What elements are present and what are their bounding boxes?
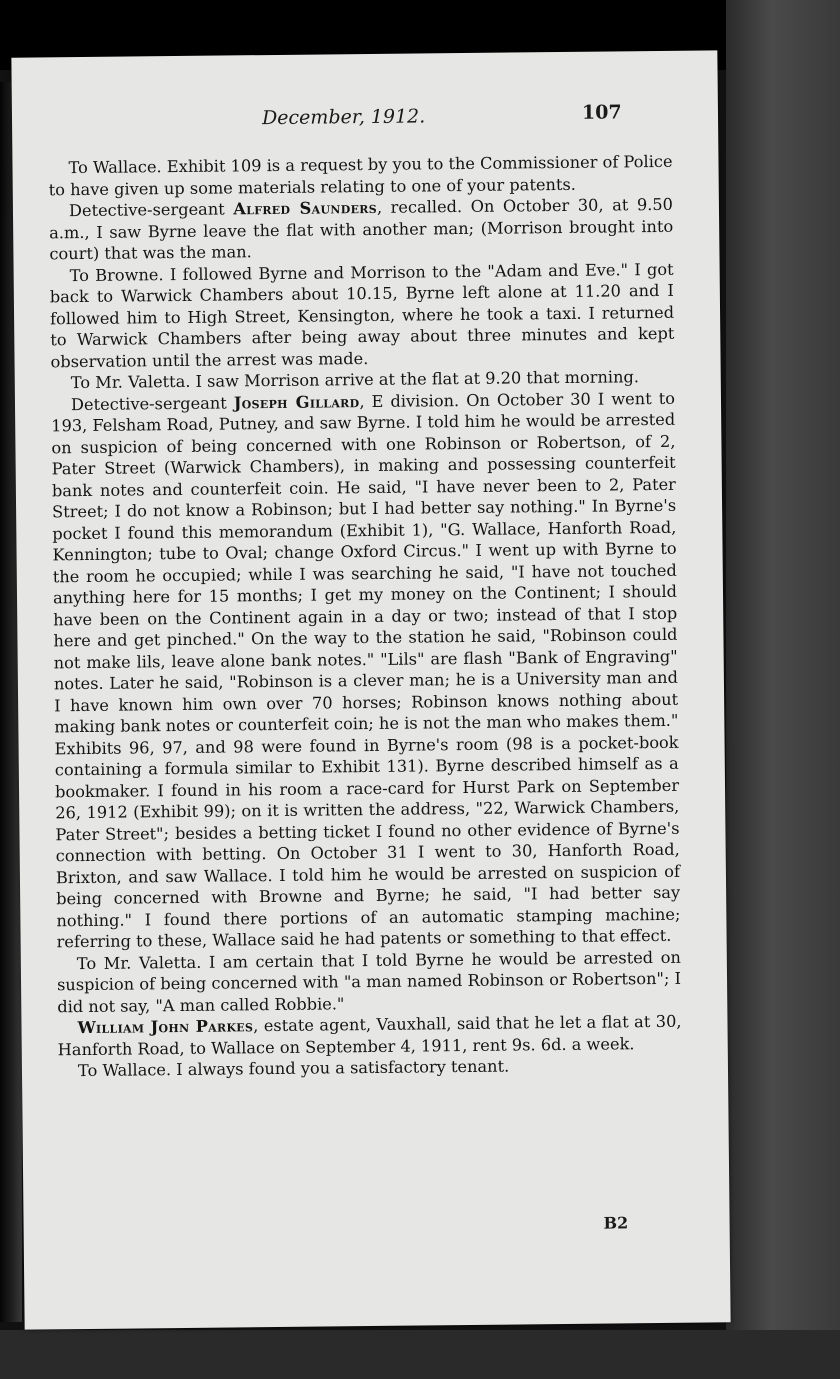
paragraph-to-valetta-2: To Mr. Valetta. I am certain that I told Byrne he would be arrested on suspicion of being concerned with "a man named Robinson or Robertson"; I did not say, "A man called Robbie." — [56, 947, 682, 1016]
witness-name: Joseph Gillard — [233, 391, 360, 412]
signature-mark: B2 — [603, 1213, 629, 1233]
page-header — [12, 102, 718, 141]
page-body — [48, 151, 682, 1082]
paragraph-to-wallace: To Wallace. I always found you a satisfactory tenant. — [77, 1056, 510, 1081]
paragraph-to-browne: To Browne. I followed Byrne and Morrison to the "Adam and Eve." I got back to Warwick Chambers about 10.15, Byrne left alone at 11.20 and I followed him to High Street, Kensington, where he took a taxi. I returned to Warwick Chambers after being away about three minutes and kept observation until the arrest was made. — [49, 259, 675, 371]
witness-name: Alfred Saunders — [233, 197, 377, 219]
witness-name: William John Parkes — [77, 1016, 254, 1038]
paragraph-parkes: William John Parkes, estate agent, Vauxhall, said that he let a flat at 30, Hanforth Road, to Wallace on September 4, 1911, rent 9s. 6d. a week. — [57, 1011, 682, 1059]
paragraph-saunders: Detective-sergeant Alfred Saunders, recalled. On October 30, at 9.50 a.m., I saw Byrne leave the flat with another man; (Morrison brought into court) that was the man. — [49, 194, 674, 264]
paragraph-to-valetta-1: To Mr. Valetta. I saw Morrison arrive at the flat at 9.20 that morning. — [70, 367, 640, 393]
book-page — [11, 50, 730, 1329]
paragraph-gillard: Detective-sergeant Joseph Gillard, E division. On October 30 I went to 193, Felsham Road, Putney, and saw Byrne. I told him he would be arrested on suspicion of being concerned with one Robinson or Robertson, of 2, Pater Street (Warwick Chambers), in making and possessing counterfeit bank notes and counterfeit coin. He said, "I have never been to 2, Pater Street; I do not know a Robinson; but I had better say nothing." In Byrne's pocket I found this memorandum (Exhibit 1), "G. Wallace, Hanforth Road, Kennington; tube to Oval; change Oxford Circus." I went up with Byrne to the room he occupied; while I was searching he said, "I have not touched anything here for 15 months; I get my money on the Continent; I should have been on the Continent again in a day or two; instead of that I stop here and get pinched." On the way to the station he said, "Robinson could not make lils, leave alone bank notes." "Lils" are flash "Bank of Engraving" notes. Later he said, "Robinson is a clever man; he is a University man and I have known him own over 70 horses; Robinson knows nothing about making bank notes or counterfeit coin; he is not the man who makes them." Exhibits 96, 97, and 98 were found in Byrne's room (98 is a pocket-book containing a formula similar to Exhibit 131). Byrne described himself as a bookmaker. I found in his room a race-card for Hurst Park on September 26, 1912 (Exhibit 99); on it is written the address, "22, Warwick Chambers, Pater Street"; besides a betting ticket I found no other evidence of Byrne's connection with betting. On October 31 I went to 30, Hanforth Road, Brixton, and saw Wallace. I told him he would be arrested on suspicion of being concerned with Browne and Byrne; he said, "I had better say nothing." I found there portions of an automatic stamping machine; referring to these, Wallace said he had patents or something to that effect. — [51, 388, 681, 952]
scan-bottom-border — [0, 1330, 840, 1379]
paragraph-wallace-exhibit: To Wallace. Exhibit 109 is a request by you to the Commissioner of Police to have given up some materials relating to one of your patents. — [48, 151, 673, 199]
running-head: December, 1912. — [261, 105, 426, 130]
page-number: 107 — [581, 101, 622, 124]
scan-right-backdrop — [726, 0, 840, 1379]
